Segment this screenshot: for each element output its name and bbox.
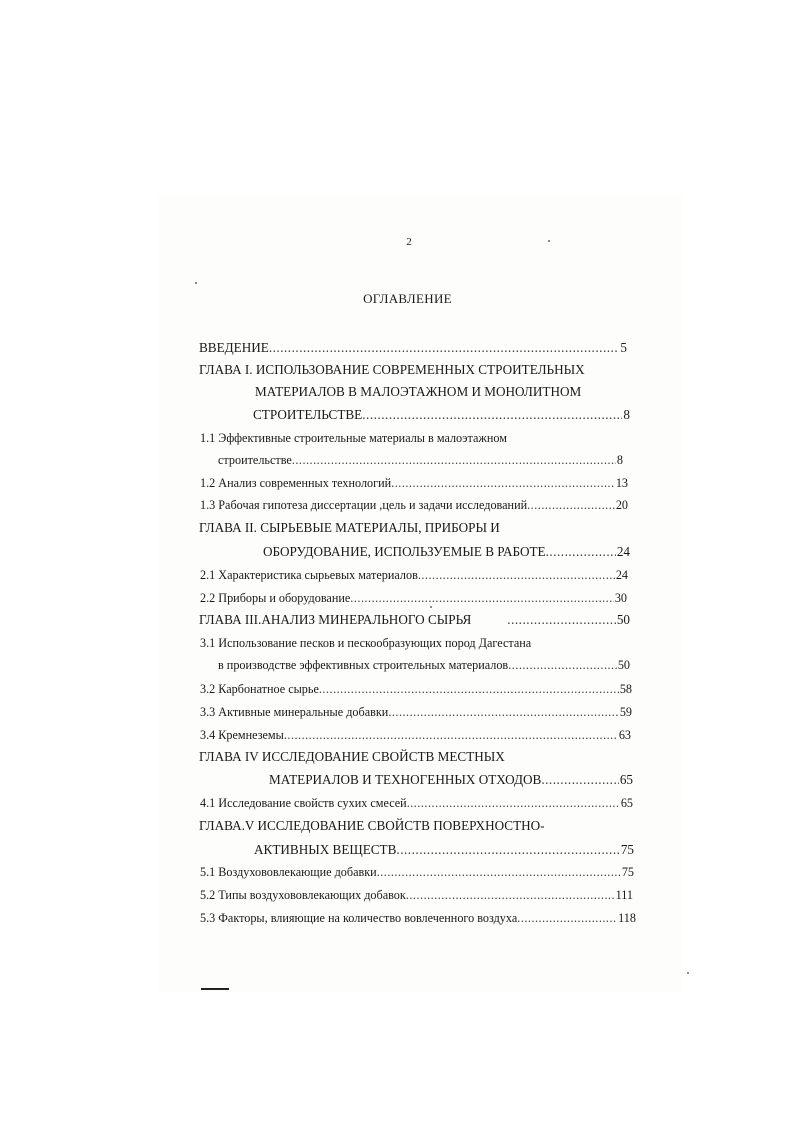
toc-entry-section-1-2[interactable] xyxy=(200,476,628,491)
toc-page-number: 75 xyxy=(620,842,634,857)
toc-entry-text: 3.2 Карбонатное сырье xyxy=(200,682,319,696)
toc-leader xyxy=(292,453,616,468)
toc-entry-chapter-4-end xyxy=(269,772,633,788)
toc-entry-text: 1.1 Эффективные строительные материалы в малоэтажном xyxy=(200,431,507,445)
page-number: 2 xyxy=(406,236,412,248)
scan-speck xyxy=(548,240,550,242)
toc-entry-text: 1.3 Рабочая гипотеза диссертации ,цель и задачи исследований xyxy=(200,498,528,512)
toc-entry-text: 4.1 Исследование свойств сухих смесей xyxy=(200,796,407,810)
toc-entry-text: строительстве xyxy=(218,453,292,467)
toc-page-number: 59 xyxy=(619,705,632,719)
toc-leader xyxy=(284,728,618,743)
toc-page-number: 50 xyxy=(617,658,630,672)
toc-page-number: 20 xyxy=(615,498,628,512)
toc-entry-section-4-1[interactable] xyxy=(200,796,633,811)
toc-entry-section-5-1[interactable] xyxy=(200,865,634,880)
toc-entry-text: 2.2 Приборы и оборудование xyxy=(200,591,351,605)
toc-leader xyxy=(418,568,615,583)
toc-entry-chapter-1[interactable] xyxy=(199,362,631,378)
toc-page-number: 24 xyxy=(615,568,628,582)
toc-entry-section-1-1[interactable] xyxy=(200,431,631,446)
toc-entry-text: 3.4 Кремнеземы xyxy=(200,728,284,742)
toc-entry-section-2-1[interactable] xyxy=(200,568,628,583)
toc-entry-text: МАТЕРИАЛОВ И ТЕХНОГЕННЫХ ОТХОДОВ xyxy=(269,772,542,787)
toc-entry-text: 5.3 Факторы, влияющие на количество вовлеченного воздуха xyxy=(200,911,518,925)
toc-page-number: 58 xyxy=(619,682,632,696)
toc-page-number: 8 xyxy=(623,407,630,422)
toc-leader xyxy=(319,682,619,697)
toc-leader xyxy=(350,591,614,606)
toc-page-number: 5 xyxy=(620,340,627,355)
toc-page-number: 24 xyxy=(616,544,630,559)
toc-leader xyxy=(508,658,617,673)
toc-entry-chapter-5[interactable] xyxy=(199,818,631,834)
toc-leader xyxy=(377,865,621,880)
toc-entry-section-1-3[interactable] xyxy=(200,498,628,513)
toc-entry-section-5-2[interactable] xyxy=(200,888,633,903)
toc-entry-introduction[interactable] xyxy=(199,340,627,356)
toc-entry-section-3-3[interactable] xyxy=(200,705,632,720)
toc-leader xyxy=(407,796,620,811)
toc-leader xyxy=(541,772,619,788)
toc-page-number: 75 xyxy=(621,865,634,879)
toc-entry-text: 3.1 Использование песков и пескообразующих пород Дагестана xyxy=(200,636,532,650)
toc-entry-section-3-2[interactable] xyxy=(200,682,632,697)
toc-entry-section-3-1[interactable] xyxy=(200,636,631,651)
toc-page-number: 30 xyxy=(614,591,627,605)
toc-entry-chapter-5-end xyxy=(254,842,634,858)
toc-leader xyxy=(396,842,619,858)
toc-entry-text: АКТИВНЫХ ВЕЩЕСТВ xyxy=(254,842,397,857)
toc-leader xyxy=(388,705,619,720)
toc-entry-chapter-1-end xyxy=(253,407,630,423)
toc-page-number: 118 xyxy=(618,911,636,925)
toc-entry-text: 5.2 Типы воздухововлекающих добавок xyxy=(200,888,406,902)
toc-entry-text: в производстве эффективных строительных материалов xyxy=(218,658,509,672)
toc-entry-section-2-2[interactable] xyxy=(200,591,627,606)
toc-leader xyxy=(391,476,615,491)
toc-entry-section-3-1-end xyxy=(218,658,630,673)
toc-entry-text: ОБОРУДОВАНИЕ, ИСПОЛЬЗУЕМЫЕ В РАБОТЕ xyxy=(263,544,546,559)
toc-entry-text: 1.2 Анализ современных технологий xyxy=(200,476,392,490)
toc-page-number: 63 xyxy=(618,728,631,742)
toc-entry-section-1-1-end xyxy=(218,453,623,468)
toc-entry-text: ГЛАВА IV ИССЛЕДОВАНИЕ СВОЙСТВ МЕСТНЫХ xyxy=(199,749,505,764)
toc-page-number: 50 xyxy=(616,612,630,627)
toc-page-number: 111 xyxy=(615,888,633,902)
scan-speck xyxy=(195,282,197,284)
toc-entry-text: ВВЕДЕНИЕ xyxy=(199,340,269,355)
toc-entry-chapter-2-end xyxy=(263,544,630,560)
toc-leader xyxy=(527,498,615,513)
toc-page-number: 13 xyxy=(615,476,628,490)
toc-leader xyxy=(269,340,620,356)
toc-entry-section-5-3[interactable] xyxy=(200,911,636,926)
scan-speck xyxy=(687,972,689,974)
toc-entry-text: ГЛАВА III.АНАЛИЗ МИНЕРАЛЬНОГО СЫРЬЯ xyxy=(199,612,472,627)
toc-entry-text: 2.1 Характеристика сырьевых материалов xyxy=(200,568,418,582)
toc-entry-text: ГЛАВА I. ИСПОЛЬЗОВАНИЕ СОВРЕМЕННЫХ СТРОИТЕЛЬНЫХ xyxy=(199,362,585,377)
toc-entry-section-3-4[interactable] xyxy=(200,728,631,743)
toc-leader xyxy=(362,407,622,423)
toc-leader xyxy=(517,911,617,926)
footnote-rule xyxy=(201,988,229,990)
toc-entry-text: 5.1 Воздухововлекающие добавки xyxy=(200,865,377,879)
scan-speck xyxy=(430,606,432,608)
toc-entry-text: 3.3 Активные минеральные добавки xyxy=(200,705,389,719)
toc-entry-text: ГЛАВА II. СЫРЬЕВЫЕ МАТЕРИАЛЫ, ПРИБОРЫ И xyxy=(199,520,500,535)
toc-leader xyxy=(406,888,615,903)
toc-entry-text: МАТЕРИАЛОВ В МАЛОЭТАЖНОМ И МОНОЛИТНОМ xyxy=(255,384,582,399)
page-title: ОГЛАВЛЕНИЕ xyxy=(363,291,452,306)
toc-page-number: 65 xyxy=(619,772,633,787)
toc-entry-chapter-2[interactable] xyxy=(199,520,631,536)
toc-entry-text: СТРОИТЕЛЬСТВЕ xyxy=(253,407,363,422)
toc-entry-chapter-1-cont xyxy=(255,384,635,400)
toc-leader xyxy=(546,544,616,560)
toc-page-number: 65 xyxy=(620,796,633,810)
toc-leader xyxy=(471,612,616,628)
toc-entry-text: ГЛАВА.V ИССЛЕДОВАНИЕ СВОЙСТВ ПОВЕРХНОСТНО- xyxy=(199,818,545,833)
toc-entry-chapter-3[interactable] xyxy=(199,612,630,628)
toc-page-number: 8 xyxy=(616,453,623,467)
toc-entry-chapter-4[interactable] xyxy=(199,749,631,765)
